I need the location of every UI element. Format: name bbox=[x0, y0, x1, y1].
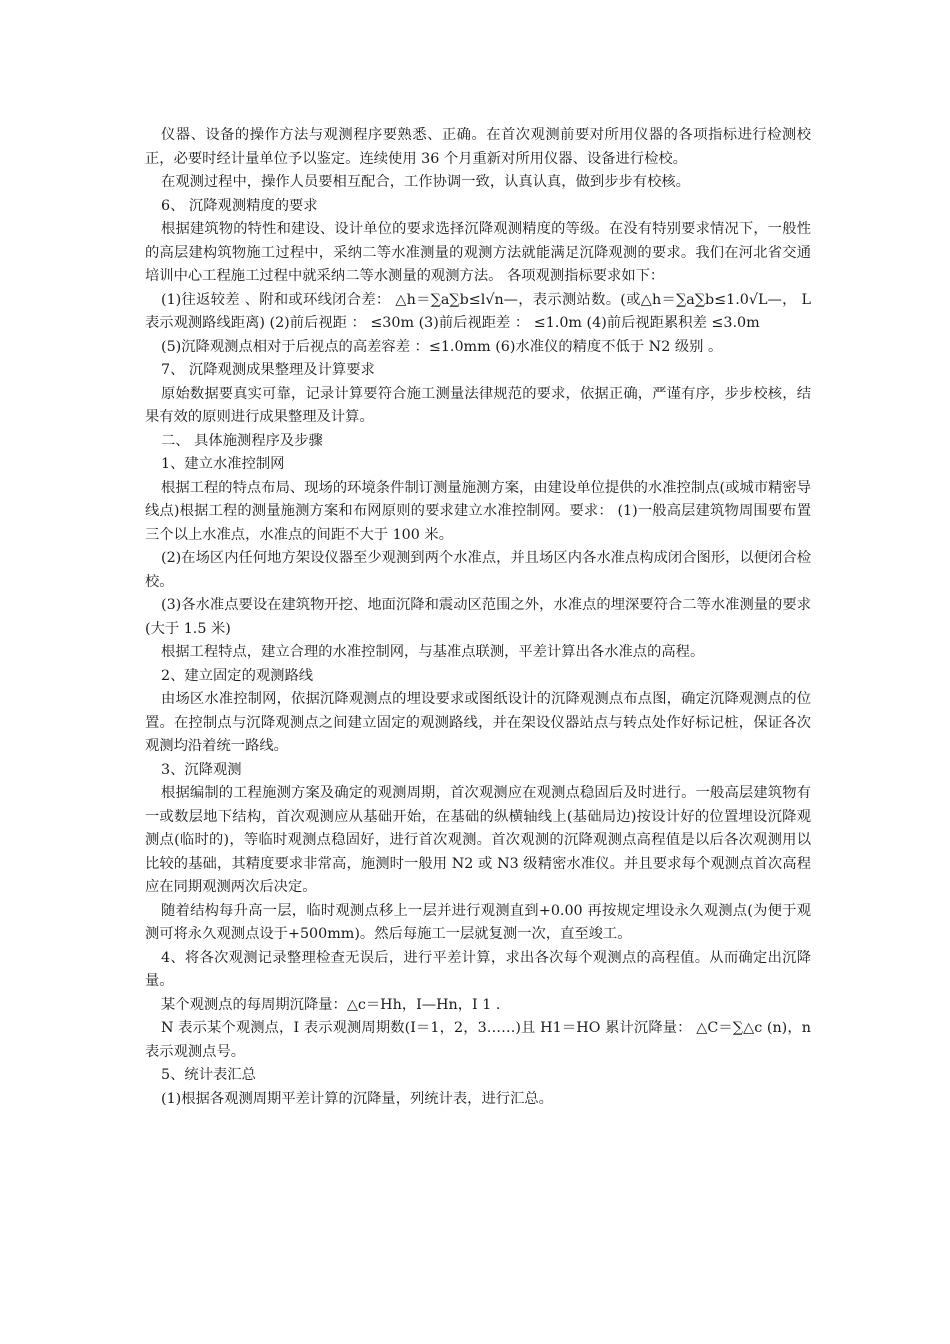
paragraph: 4、将各次观测记录整理检查无误后，进行平差计算，求出各次每个观测点的高程值。从而确定出沉降量。 bbox=[145, 949, 811, 989]
paragraph: 原始数据要真实可靠，记录计算要符合施工测量法律规范的要求，依据正确，严谨有序，步步校核，结果有效的原则进行成果整理及计算。 bbox=[145, 385, 811, 425]
paragraph: 某个观测点的每周期沉降量：△c＝Hh，I—Hn，I 1 . bbox=[161, 996, 501, 1013]
paragraph: 根据编制的工程施测方案及确定的观测周期，首次观测应在观测点稳固后及时进行。一般高层建筑物有一或数层地下结构，首次观测应从基础开始，在基础的纵横轴线上(基础局边)按设计好的位置埋设沉降观测点(临时的)，等临时观测点稳固好，进行首次观测。首次观测的沉降观测点高程值是以后各次观测用以比较的基础，其精度要求非常高，施测时一般用 N2 或 N3 级精密水准仪。并且要求每个观测点首次高程应在同期观测两次后决定。 bbox=[145, 785, 811, 895]
paragraph: 随着结构每升高一层，临时观测点移上一层并进行观测直到+0.00 再按规定埋设永久观测点(为便于观测可将永久观测点设于+500mm)。然后每施工一层就复测一次，直至竣工。 bbox=[145, 902, 811, 942]
chapter-heading: 二、 具体施测程序及步骤 bbox=[161, 432, 323, 449]
paragraph: 根据工程特点，建立合理的水准控制网，与基准点联测，平差计算出各水准点的高程。 bbox=[161, 644, 705, 660]
paragraph: (2)在场区内任何地方架设仪器至少观测到两个水准点，并且场区内各水准点构成闭合图形，以便闭合检校。 bbox=[145, 550, 811, 590]
section-heading: 3、沉降观测 bbox=[161, 761, 242, 778]
paragraph: (1)根据各观测周期平差计算的沉降量，列统计表，进行汇总。 bbox=[161, 1090, 553, 1107]
section-heading: 6、 沉降观测精度的要求 bbox=[161, 197, 318, 214]
document-page bbox=[145, 124, 811, 1111]
section-heading: 1、建立水准控制网 bbox=[161, 456, 285, 472]
paragraph: 根据建筑物的特性和建设、设计单位的要求选择沉降观测精度的等级。在没有特别要求情况下，一般性的高层建构筑物施工过程中，采纳二等水准测量的观测方法就能满足沉降观测的要求。我们在河北省交通培训中心工程施工过程中就采纳二等水测量的观测方法。 各项观测指标要求如下： bbox=[145, 221, 811, 284]
section-heading: 7、 沉降观测成果整理及计算要求 bbox=[161, 362, 375, 378]
section-heading: 5、统计表汇总 bbox=[161, 1067, 256, 1083]
section-heading: 2、建立固定的观测路线 bbox=[161, 667, 314, 684]
paragraph: 根据工程的特点布局、现场的环境条件制订测量施测方案，由建设单位提供的水准控制点(或城市精密导线点)根据工程的测量施测方案和布网原则的要求建立水准控制网。要求： (1)一般高层建筑物周围要布置三个以上水准点，水准点的间距不大于 100 米。 bbox=[145, 479, 811, 543]
paragraph: 在观测过程中，操作人员要相互配合，工作协调一致，认真认真，做到步步有校核。 bbox=[161, 174, 690, 190]
paragraph: N 表示某个观测点，I 表示观测周期数(I＝1，2，3……)且 H1＝HO 累计沉降量： △C＝∑△c (n)，n 表示观测点号。 bbox=[145, 1020, 811, 1060]
paragraph: (3)各水准点要设在建筑物开挖、地面沉降和震动区范围之外，水准点的埋深要符合二等水准测量的要求(大于 1.5 米) bbox=[145, 597, 811, 637]
paragraph: (5)沉降观测点相对于后视点的高差容差 ：≤1.0mm (6)水准仪的精度不低于 N2 级别 。 bbox=[161, 338, 723, 355]
paragraph: 由场区水准控制网，依据沉降观测点的埋设要求或图纸设计的沉降观测点布点图，确定沉降观测点的位置。在控制点与沉降观测点之间建立固定的观测路线，并在架设仪器站点与转点处作好标记桩，保证各次观测均沿着统一路线。 bbox=[145, 691, 811, 754]
paragraph: 仪器、设备的操作方法与观测程序要熟悉、正确。在首次观测前要对所用仪器的各项指标进行检测校正，必要时经计量单位予以鉴定。连续使用 36 个月重新对所用仪器、设备进行检校。 bbox=[145, 127, 811, 167]
paragraph: (1)往返较差 、附和或环线闭合差： △h＝∑a∑b≤l√n—，表示测站数。(或△h＝∑a∑b≤1.0√L—， L 表示观测路线距离) (2)前后视距 ： ≤30m (3)前后视距差 ： ≤1.0m (4)前后视距累积差 ≤3.0m bbox=[145, 291, 811, 331]
